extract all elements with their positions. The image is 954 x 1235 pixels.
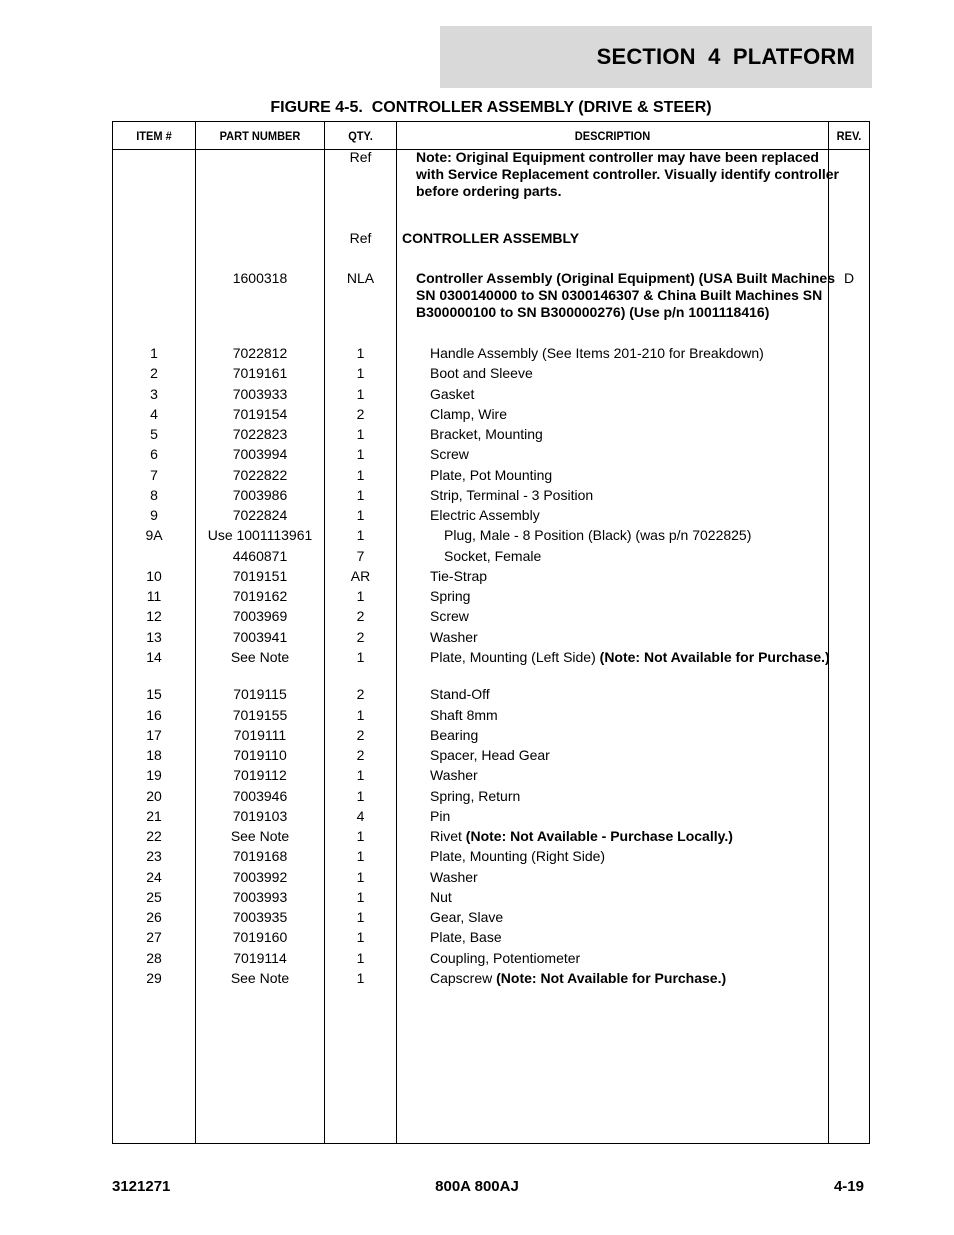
item-number: 19: [146, 767, 162, 783]
purchase-note: (Note: Not Available - Purchase Locally.): [465, 828, 733, 844]
part-number: 7003986: [232, 487, 288, 503]
description: [430, 686, 855, 703]
description-text: Plate, Mounting (Right Side): [430, 848, 606, 864]
part-number: 7019111: [233, 727, 287, 743]
description-text: Plate, Pot Mounting: [430, 467, 553, 483]
description-text: Controller Assembly (Original Equipment) (USA Built Machines SN 0300140000 to SN 0300146307 & China Built Machines SN B300000100 to SN B300000276) (Use p/n 1001118416): [416, 270, 836, 320]
item-number: 5: [150, 426, 158, 442]
description: [430, 889, 855, 906]
item-number: 6: [150, 446, 158, 462]
quantity: 1: [356, 446, 365, 462]
description-text: Clamp, Wire: [430, 406, 508, 422]
description: [430, 828, 855, 845]
description-text: Note: Original Equipment controller may have been replaced with Service Replacement controller. Visually identify controller before ordering parts.: [416, 149, 839, 199]
description-text: Bearing: [430, 727, 479, 743]
description-text: Washer: [430, 767, 478, 783]
purchase-note: (Note: Not Available for Purchase.): [599, 649, 830, 665]
part-number: Use 1001113961: [207, 527, 313, 543]
description: [430, 608, 855, 625]
description: [430, 767, 855, 784]
description-text: Stand-Off: [430, 686, 490, 702]
quantity: 1: [356, 767, 365, 783]
item-number: 22: [146, 828, 162, 844]
description: [430, 345, 855, 362]
part-number: 7022822: [232, 467, 288, 483]
part-number: 7019161: [232, 365, 288, 381]
description-text: Shaft 8mm: [430, 707, 498, 723]
quantity: 1: [356, 950, 365, 966]
part-number: 7019115: [233, 686, 287, 702]
item-number: 3: [150, 386, 158, 402]
description: [416, 149, 841, 200]
part-number: 7019151: [232, 568, 288, 584]
part-number: See Note: [230, 828, 290, 844]
part-number: 4460871: [232, 548, 288, 564]
description-text: Gasket: [430, 386, 475, 402]
item-number: 8: [150, 487, 158, 503]
description-text: Capscrew: [430, 970, 497, 986]
description-text: Spacer, Head Gear: [430, 747, 550, 763]
quantity: NLA: [346, 270, 375, 286]
description-text: Pin: [430, 808, 451, 824]
part-number: 7003969: [232, 608, 288, 624]
quantity: 1: [356, 869, 365, 885]
description-text: Strip, Terminal - 3 Position: [430, 487, 594, 503]
quantity: Ref: [349, 149, 372, 165]
quantity: 1: [356, 588, 365, 604]
description: [430, 629, 855, 646]
description-text: Tie-Strap: [430, 568, 488, 584]
part-number: 7003933: [232, 386, 288, 402]
part-number: 7003941: [232, 629, 288, 645]
item-number: 7: [150, 467, 158, 483]
description: [430, 950, 855, 967]
part-number: 7019110: [233, 747, 287, 763]
part-number: See Note: [230, 970, 290, 986]
quantity: Ref: [349, 230, 372, 246]
column-header-part-number: PART NUMBER: [219, 128, 301, 143]
description: [430, 707, 855, 724]
quantity: 1: [356, 467, 365, 483]
item-number: 10: [146, 568, 162, 584]
description-text: Socket, Female: [444, 548, 542, 564]
item-number: 9: [150, 507, 158, 523]
description: [430, 929, 855, 946]
part-number: 7022812: [232, 345, 288, 361]
part-number: 7022824: [232, 507, 288, 523]
description-text: Plate, Base: [430, 929, 502, 945]
description-text: Gear, Slave: [430, 909, 504, 925]
part-number: 7003992: [232, 869, 288, 885]
part-number: 7019154: [232, 406, 288, 422]
quantity: 1: [356, 649, 365, 665]
quantity: 2: [356, 406, 365, 422]
description: [430, 406, 855, 423]
description: [430, 446, 855, 463]
item-number: 4: [150, 406, 158, 422]
part-number: 7003994: [232, 446, 288, 462]
description-text: Nut: [430, 889, 452, 905]
quantity: 2: [356, 608, 365, 624]
description-text: CONTROLLER ASSEMBLY: [402, 230, 580, 246]
quantity: 1: [356, 929, 365, 945]
item-number: 27: [146, 929, 162, 945]
quantity: 1: [356, 828, 365, 844]
description: [430, 507, 855, 524]
quantity: AR: [350, 568, 371, 584]
revision: D: [843, 270, 855, 286]
item-number: 9A: [145, 527, 163, 543]
purchase-note: (Note: Not Available for Purchase.): [496, 970, 727, 986]
figure-title: FIGURE 4-5. CONTROLLER ASSEMBLY (DRIVE & STEER): [270, 99, 712, 116]
description: [430, 365, 855, 382]
description: [444, 527, 869, 544]
item-number: 20: [146, 788, 162, 804]
quantity: 1: [356, 426, 365, 442]
part-number: See Note: [230, 649, 290, 665]
quantity: 1: [356, 970, 365, 986]
description: [430, 588, 855, 605]
item-number: 18: [146, 747, 162, 763]
footer-page-number: 4-19: [833, 1178, 864, 1195]
part-number: 7019168: [232, 848, 288, 864]
item-number: 26: [146, 909, 162, 925]
item-number: 16: [146, 707, 162, 723]
part-number: 1600318: [232, 270, 288, 286]
description-text: Rivet: [430, 828, 466, 844]
column-header-qty: QTY.: [348, 128, 373, 143]
column-header-description: DESCRIPTION: [574, 128, 651, 143]
part-number: 7019162: [232, 588, 288, 604]
quantity: 1: [356, 487, 365, 503]
quantity: 1: [356, 365, 365, 381]
column-header-item: ITEM #: [136, 128, 172, 143]
quantity: 1: [356, 889, 365, 905]
section-title: SECTION 4 PLATFORM: [596, 44, 855, 69]
column-divider: [396, 122, 397, 1143]
quantity: 1: [356, 527, 365, 543]
quantity: 2: [356, 747, 365, 763]
part-number: 7019160: [232, 929, 288, 945]
description: [430, 727, 855, 744]
description: [430, 649, 855, 666]
description: [430, 869, 855, 886]
item-number: 12: [146, 608, 162, 624]
quantity: 2: [356, 686, 365, 702]
item-number: 17: [146, 727, 162, 743]
item-number: 23: [146, 848, 162, 864]
description-text: Plate, Mounting (Left Side): [430, 649, 600, 665]
description-text: Spring, Return: [430, 788, 521, 804]
description: [430, 808, 855, 825]
quantity: 4: [356, 808, 365, 824]
description: [444, 548, 869, 565]
item-number: 21: [146, 808, 162, 824]
description-text: Bracket, Mounting: [430, 426, 543, 442]
quantity: 1: [356, 345, 365, 361]
description: [430, 848, 855, 865]
description-text: Screw: [430, 608, 469, 624]
item-number: 2: [150, 365, 158, 381]
part-number: 7019114: [233, 950, 287, 966]
description: [430, 747, 855, 764]
description: [430, 467, 855, 484]
quantity: 1: [356, 848, 365, 864]
section-banner: [440, 26, 872, 88]
description: [430, 426, 855, 443]
parts-table: [112, 121, 870, 1144]
part-number: 7022823: [232, 426, 288, 442]
description-text: Screw: [430, 446, 469, 462]
item-number: 15: [146, 686, 162, 702]
item-number: 25: [146, 889, 162, 905]
part-number: 7003946: [232, 788, 288, 804]
column-header-rev: REV.: [836, 128, 862, 143]
quantity: 7: [356, 548, 365, 564]
item-number: 29: [146, 970, 162, 986]
description: [430, 487, 855, 504]
quantity: 2: [356, 629, 365, 645]
description-text: Electric Assembly: [430, 507, 540, 523]
item-number: 24: [146, 869, 162, 885]
quantity: 1: [356, 707, 365, 723]
quantity: 1: [356, 909, 365, 925]
description: [402, 230, 827, 247]
part-number: 7019103: [232, 808, 288, 824]
description: [430, 568, 855, 585]
description-text: Spring: [430, 588, 471, 604]
part-number: 7003993: [232, 889, 288, 905]
quantity: 1: [356, 386, 365, 402]
footer-model: 800A 800AJ: [435, 1178, 519, 1195]
description-text: Washer: [430, 629, 478, 645]
description: [416, 270, 841, 321]
description-text: Coupling, Potentiometer: [430, 950, 581, 966]
quantity: 2: [356, 727, 365, 743]
footer-doc-number: 3121271: [112, 1178, 171, 1195]
item-number: 11: [146, 588, 162, 604]
item-number: 1: [150, 345, 158, 361]
description-text: Plug, Male - 8 Position (Black) (was p/n 7022825): [444, 527, 752, 543]
quantity: 1: [356, 788, 365, 804]
part-number: 7003935: [232, 909, 288, 925]
description-text: Washer: [430, 869, 478, 885]
description: [430, 909, 855, 926]
description: [430, 970, 855, 987]
part-number: 7019155: [232, 707, 288, 723]
item-number: 14: [146, 649, 162, 665]
quantity: 1: [356, 507, 365, 523]
description: [430, 788, 855, 805]
description-text: Handle Assembly (See Items 201-210 for Breakdown): [430, 345, 764, 361]
item-number: 28: [146, 950, 162, 966]
item-number: 13: [146, 629, 162, 645]
description: [430, 386, 855, 403]
description-text: Boot and Sleeve: [430, 365, 533, 381]
part-number: 7019112: [233, 767, 287, 783]
